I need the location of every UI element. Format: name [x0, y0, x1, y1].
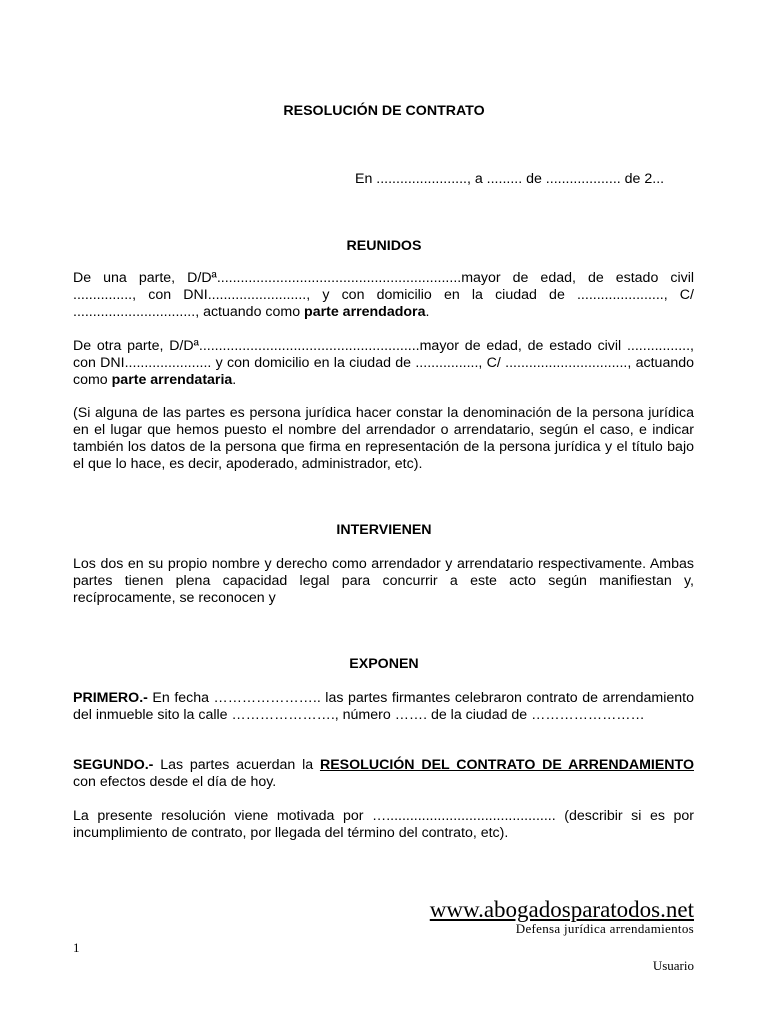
reunidos-p2-text: De otra parte, D/Dª........................................................mayor de edad, de estado civil ................, con DNI...................... y con domicilio en la ciudad de ................, C/ ..............................., actuando como: [73, 338, 694, 388]
reunidos-paragraph-2: [73, 338, 694, 389]
footer-user: Usuario: [652, 958, 694, 973]
segundo-label: SEGUNDO.-: [73, 757, 154, 773]
segundo-paragraph: [73, 757, 694, 791]
footer-subtitle: Defensa jurídica arrendamientos: [515, 921, 694, 936]
page-number: 1: [73, 940, 80, 955]
date-line: En ......................., a ......... de ................... de 2...: [355, 171, 665, 187]
reunidos-p2-end: .: [232, 372, 237, 388]
footer-website-link[interactable]: www.abogadosparatodos.net: [429, 897, 694, 922]
exponen-heading: EXPONEN: [349, 656, 419, 672]
intervienen-paragraph: Los dos en su propio nombre y derecho como arrendador y arrendatario respectivamente. Ambas partes tienen plena capacidad legal para concurrir a este acto según manifiestan y, recíprocamente, se reconocen y: [73, 556, 694, 606]
primero-label: PRIMERO.-: [73, 690, 148, 706]
reunidos-p1-end: .: [425, 304, 430, 320]
reunidos-p1-text: De una parte, D/Dª..............................................................mayor de edad, de estado civil ..............., con DNI........................., y con domicilio en la ciudad de ......................, C/ ..............................., actuando como: [73, 270, 694, 320]
segundo-bold-underlined: RESOLUCIÓN DEL CONTRATO DE ARRENDAMIENTO: [319, 757, 694, 773]
reunidos-paragraph-1: [73, 270, 694, 321]
primero-paragraph: [73, 690, 694, 724]
motivo-paragraph: La presente resolución viene motivada por …........................................... (describir si es por incumplimiento de contrato, por llegada del término del contrato, etc).: [73, 808, 694, 841]
segundo-text-2: con efectos desde el día de hoy.: [73, 774, 277, 790]
reunidos-heading: REUNIDOS: [346, 238, 422, 254]
intervienen-heading: INTERVIENEN: [336, 522, 432, 538]
reunidos-p1-bold: parte arrendadora: [304, 304, 426, 320]
reunidos-paragraph-3: (Si alguna de las partes es persona jurídica hacer constar la denominación de la persona jurídica en el lugar que hemos puesto el nombre del arrendador o arrendatario, según el caso, e indicar también los datos de la persona que firma en representación de la persona jurídica y el título bajo el que lo hace, es decir, apoderado, administrador, etc).: [73, 405, 694, 472]
primero-text: En fecha ………………….. las partes firmantes celebraron contrato de arrendamiento del inmueble sito la calle …………………., número ……. de la ciudad de ……………………: [73, 690, 694, 723]
reunidos-p2-bold: parte arrendataria: [111, 372, 233, 388]
segundo-text-1: Las partes acuerdan la: [153, 757, 320, 773]
document-title: RESOLUCIÓN DE CONTRATO: [283, 103, 485, 119]
